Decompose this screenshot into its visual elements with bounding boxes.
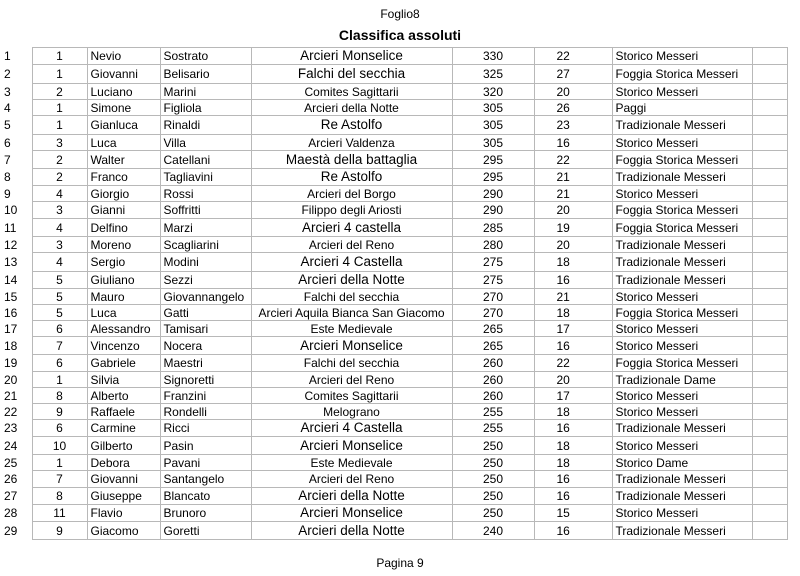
table-row bbox=[0, 151, 787, 169]
row-number: 25 bbox=[4, 455, 18, 470]
last-name-cell: Rondelli bbox=[160, 404, 251, 420]
position-cell: 4 bbox=[32, 219, 87, 237]
first-name-cell: Gianni bbox=[87, 202, 160, 219]
position-cell: 2 bbox=[32, 84, 87, 100]
category-cell: Foggia Storica Messeri bbox=[612, 202, 752, 219]
row-number: 5 bbox=[4, 118, 11, 132]
position-cell: 2 bbox=[32, 169, 87, 186]
club-cell: Falchi del secchia bbox=[251, 355, 452, 372]
score-cell: 250 bbox=[452, 455, 534, 471]
table-row bbox=[0, 65, 787, 84]
empty-cell bbox=[752, 305, 787, 321]
row-number: 19 bbox=[4, 356, 18, 370]
first-name-cell: Franco bbox=[87, 169, 160, 186]
empty-cell bbox=[752, 202, 787, 219]
empty-cell bbox=[752, 169, 787, 186]
row-number: 7 bbox=[4, 152, 11, 167]
sheet-name: Foglio8 bbox=[380, 7, 420, 21]
arrows-cell: 16 bbox=[534, 522, 612, 540]
table-row bbox=[0, 116, 787, 135]
position-cell: 4 bbox=[32, 253, 87, 272]
arrows-cell: 27 bbox=[534, 65, 612, 84]
empty-cell bbox=[752, 522, 787, 540]
arrows-cell: 22 bbox=[534, 48, 612, 65]
score-cell: 305 bbox=[452, 100, 534, 116]
row-number: 6 bbox=[4, 135, 11, 150]
position-cell: 3 bbox=[32, 202, 87, 219]
club-cell: Arcieri 4 castella bbox=[251, 219, 452, 237]
row-number: 14 bbox=[4, 273, 18, 287]
score-cell: 250 bbox=[452, 505, 534, 522]
first-name-cell: Silvia bbox=[87, 372, 160, 388]
last-name-cell: Soffritti bbox=[160, 202, 251, 219]
empty-cell bbox=[752, 237, 787, 253]
category-cell: Storico Messeri bbox=[612, 48, 752, 65]
arrows-cell: 26 bbox=[534, 100, 612, 116]
last-name-cell: Nocera bbox=[160, 337, 251, 355]
position-cell: 5 bbox=[32, 305, 87, 321]
first-name-cell: Luciano bbox=[87, 84, 160, 100]
category-cell: Tradizionale Dame bbox=[612, 372, 752, 388]
position-cell: 4 bbox=[32, 186, 87, 202]
row-number: 13 bbox=[4, 255, 18, 269]
club-cell: Arcieri Monselice bbox=[251, 437, 452, 455]
club-cell: Arcieri del Reno bbox=[251, 237, 452, 253]
row-number: 29 bbox=[4, 523, 18, 538]
row-number: 20 bbox=[4, 372, 18, 387]
first-name-cell: Raffaele bbox=[87, 404, 160, 420]
arrows-cell: 22 bbox=[534, 151, 612, 169]
position-cell: 2 bbox=[32, 151, 87, 169]
position-cell: 9 bbox=[32, 404, 87, 420]
position-cell: 10 bbox=[32, 437, 87, 455]
first-name-cell: Sergio bbox=[87, 253, 160, 272]
first-name-cell: Mauro bbox=[87, 289, 160, 305]
page-footer: Pagina 9 bbox=[376, 556, 424, 570]
first-name-cell: Gianluca bbox=[87, 116, 160, 135]
first-name-cell: Giuseppe bbox=[87, 488, 160, 505]
category-cell: Foggia Storica Messeri bbox=[612, 305, 752, 321]
empty-cell bbox=[752, 321, 787, 337]
table-row bbox=[0, 289, 787, 305]
empty-cell bbox=[752, 437, 787, 455]
score-cell: 305 bbox=[452, 135, 534, 151]
score-cell: 295 bbox=[452, 169, 534, 186]
position-cell: 1 bbox=[32, 100, 87, 116]
row-number: 23 bbox=[4, 421, 18, 435]
row-number: 26 bbox=[4, 472, 18, 486]
position-cell: 1 bbox=[32, 48, 87, 65]
arrows-cell: 16 bbox=[534, 420, 612, 437]
row-number: 11 bbox=[4, 220, 17, 235]
club-cell: Arcieri del Reno bbox=[251, 372, 452, 388]
position-cell: 1 bbox=[32, 65, 87, 84]
row-number: 12 bbox=[4, 237, 18, 252]
table-row bbox=[0, 202, 787, 219]
row-number: 1 bbox=[4, 49, 11, 63]
table-row bbox=[0, 237, 787, 253]
club-cell: Arcieri del Reno bbox=[251, 471, 452, 488]
table-row bbox=[0, 305, 787, 321]
club-cell: Arcieri della Notte bbox=[251, 100, 452, 116]
club-cell: Maestà della battaglia bbox=[251, 151, 452, 169]
empty-cell bbox=[752, 420, 787, 437]
score-cell: 250 bbox=[452, 488, 534, 505]
table-row bbox=[0, 100, 787, 116]
last-name-cell: Marzi bbox=[160, 219, 251, 237]
category-cell: Tradizionale Messeri bbox=[612, 272, 752, 289]
category-cell: Storico Messeri bbox=[612, 321, 752, 337]
row-number: 27 bbox=[4, 489, 18, 503]
score-cell: 260 bbox=[452, 372, 534, 388]
category-cell: Foggia Storica Messeri bbox=[612, 219, 752, 237]
position-cell: 3 bbox=[32, 135, 87, 151]
last-name-cell: Maestri bbox=[160, 355, 251, 372]
score-cell: 305 bbox=[452, 116, 534, 135]
score-cell: 260 bbox=[452, 388, 534, 404]
club-cell: Falchi del secchia bbox=[251, 65, 452, 84]
last-name-cell: Franzini bbox=[160, 388, 251, 404]
last-name-cell: Blancato bbox=[160, 488, 251, 505]
score-cell: 285 bbox=[452, 219, 534, 237]
club-cell: Arcieri 4 Castella bbox=[251, 253, 452, 272]
last-name-cell: Rossi bbox=[160, 186, 251, 202]
ranking-rows bbox=[0, 48, 787, 540]
table-row bbox=[0, 488, 787, 505]
arrows-cell: 17 bbox=[534, 388, 612, 404]
row-number: 22 bbox=[4, 404, 18, 419]
score-cell: 320 bbox=[452, 84, 534, 100]
page-title: Classifica assoluti bbox=[338, 27, 462, 43]
empty-cell bbox=[752, 84, 787, 100]
arrows-cell: 20 bbox=[534, 372, 612, 388]
empty-cell bbox=[752, 455, 787, 471]
club-cell: Filippo degli Ariosti bbox=[251, 202, 452, 219]
first-name-cell: Giacomo bbox=[87, 522, 160, 540]
club-cell: Arcieri Aquila Bianca San Giacomo bbox=[251, 305, 452, 321]
last-name-cell: Sezzi bbox=[160, 272, 251, 289]
empty-cell bbox=[752, 289, 787, 305]
first-name-cell: Luca bbox=[87, 135, 160, 151]
table-row bbox=[0, 455, 787, 471]
last-name-cell: Ricci bbox=[160, 420, 251, 437]
position-cell: 1 bbox=[32, 455, 87, 471]
score-cell: 270 bbox=[452, 289, 534, 305]
position-cell: 6 bbox=[32, 321, 87, 337]
first-name-cell: Carmine bbox=[87, 420, 160, 437]
empty-cell bbox=[752, 471, 787, 488]
first-name-cell: Luca bbox=[87, 305, 160, 321]
first-name-cell: Moreno bbox=[87, 237, 160, 253]
first-name-cell: Vincenzo bbox=[87, 337, 160, 355]
row-number: 21 bbox=[4, 388, 18, 403]
table-row bbox=[0, 84, 787, 100]
category-cell: Tradizionale Messeri bbox=[612, 169, 752, 186]
empty-cell bbox=[752, 505, 787, 522]
score-cell: 265 bbox=[452, 321, 534, 337]
last-name-cell: Gatti bbox=[160, 305, 251, 321]
arrows-cell: 18 bbox=[534, 305, 612, 321]
arrows-cell: 18 bbox=[534, 253, 612, 272]
category-cell: Storico Messeri bbox=[612, 437, 752, 455]
score-cell: 295 bbox=[452, 151, 534, 169]
arrows-cell: 16 bbox=[534, 337, 612, 355]
position-cell: 7 bbox=[32, 337, 87, 355]
club-cell: Arcieri Monselice bbox=[251, 505, 452, 522]
category-cell: Storico Messeri bbox=[612, 84, 752, 100]
club-cell: Comites Sagittarii bbox=[251, 84, 452, 100]
first-name-cell: Giuliano bbox=[87, 272, 160, 289]
category-cell: Tradizionale Messeri bbox=[612, 522, 752, 540]
empty-cell bbox=[752, 100, 787, 116]
score-cell: 330 bbox=[452, 48, 534, 65]
last-name-cell: Villa bbox=[160, 135, 251, 151]
empty-cell bbox=[752, 65, 787, 84]
last-name-cell: Modini bbox=[160, 253, 251, 272]
row-number: 24 bbox=[4, 438, 18, 453]
empty-cell bbox=[752, 372, 787, 388]
score-cell: 265 bbox=[452, 337, 534, 355]
first-name-cell: Debora bbox=[87, 455, 160, 471]
table-row bbox=[0, 272, 787, 289]
empty-cell bbox=[752, 388, 787, 404]
score-cell: 290 bbox=[452, 186, 534, 202]
arrows-cell: 23 bbox=[534, 116, 612, 135]
last-name-cell: Rinaldi bbox=[160, 116, 251, 135]
score-cell: 250 bbox=[452, 437, 534, 455]
category-cell: Tradizionale Messeri bbox=[612, 488, 752, 505]
arrows-cell: 19 bbox=[534, 219, 612, 237]
row-number: 3 bbox=[4, 84, 11, 99]
last-name-cell: Santangelo bbox=[160, 471, 251, 488]
position-cell: 8 bbox=[32, 488, 87, 505]
row-number: 15 bbox=[4, 289, 18, 304]
table-row bbox=[0, 505, 787, 522]
category-cell: Storico Messeri bbox=[612, 505, 752, 522]
table-row bbox=[0, 219, 787, 237]
first-name-cell: Alessandro bbox=[87, 321, 160, 337]
empty-cell bbox=[752, 116, 787, 135]
position-cell: 5 bbox=[32, 272, 87, 289]
first-name-cell: Flavio bbox=[87, 505, 160, 522]
arrows-cell: 15 bbox=[534, 505, 612, 522]
table-row bbox=[0, 420, 787, 437]
category-cell: Tradizionale Messeri bbox=[612, 253, 752, 272]
arrows-cell: 21 bbox=[534, 186, 612, 202]
row-number: 28 bbox=[4, 506, 18, 520]
last-name-cell: Belisario bbox=[160, 65, 251, 84]
arrows-cell: 21 bbox=[534, 169, 612, 186]
empty-cell bbox=[752, 488, 787, 505]
first-name-cell: Giovanni bbox=[87, 471, 160, 488]
score-cell: 270 bbox=[452, 305, 534, 321]
category-cell: Paggi bbox=[612, 100, 752, 116]
first-name-cell: Alberto bbox=[87, 388, 160, 404]
category-cell: Tradizionale Messeri bbox=[612, 420, 752, 437]
last-name-cell: Pavani bbox=[160, 455, 251, 471]
category-cell: Storico Dame bbox=[612, 455, 752, 471]
arrows-cell: 16 bbox=[534, 272, 612, 289]
row-number: 10 bbox=[4, 203, 18, 217]
arrows-cell: 18 bbox=[534, 404, 612, 420]
table-row bbox=[0, 471, 787, 488]
position-cell: 9 bbox=[32, 522, 87, 540]
first-name-cell: Giovanni bbox=[87, 65, 160, 84]
category-cell: Foggia Storica Messeri bbox=[612, 65, 752, 84]
category-cell: Foggia Storica Messeri bbox=[612, 355, 752, 372]
club-cell: Arcieri della Notte bbox=[251, 272, 452, 289]
ranking-table bbox=[0, 47, 788, 540]
score-cell: 325 bbox=[452, 65, 534, 84]
table-row bbox=[0, 437, 787, 455]
first-name-cell: Gilberto bbox=[87, 437, 160, 455]
first-name-cell: Delfino bbox=[87, 219, 160, 237]
score-cell: 260 bbox=[452, 355, 534, 372]
club-cell: Arcieri della Notte bbox=[251, 522, 452, 540]
category-cell: Foggia Storica Messeri bbox=[612, 151, 752, 169]
table-row bbox=[0, 337, 787, 355]
first-name-cell: Giorgio bbox=[87, 186, 160, 202]
table-row bbox=[0, 522, 787, 540]
row-number: 17 bbox=[4, 321, 18, 336]
first-name-cell: Simone bbox=[87, 100, 160, 116]
club-cell: Arcieri Monselice bbox=[251, 337, 452, 355]
table-row bbox=[0, 388, 787, 404]
empty-cell bbox=[752, 337, 787, 355]
table-row bbox=[0, 253, 787, 272]
empty-cell bbox=[752, 253, 787, 272]
position-cell: 5 bbox=[32, 289, 87, 305]
last-name-cell: Figliola bbox=[160, 100, 251, 116]
club-cell: Re Astolfo bbox=[251, 169, 452, 186]
category-cell: Tradizionale Messeri bbox=[612, 471, 752, 488]
last-name-cell: Tagliavini bbox=[160, 169, 251, 186]
club-cell: Este Medievale bbox=[251, 321, 452, 337]
category-cell: Storico Messeri bbox=[612, 186, 752, 202]
club-cell: Arcieri Valdenza bbox=[251, 135, 452, 151]
category-cell: Storico Messeri bbox=[612, 289, 752, 305]
club-cell: Arcieri del Borgo bbox=[251, 186, 452, 202]
last-name-cell: Brunoro bbox=[160, 505, 251, 522]
table-row bbox=[0, 404, 787, 420]
last-name-cell: Goretti bbox=[160, 522, 251, 540]
position-cell: 1 bbox=[32, 372, 87, 388]
arrows-cell: 16 bbox=[534, 471, 612, 488]
empty-cell bbox=[752, 135, 787, 151]
category-cell: Tradizionale Messeri bbox=[612, 116, 752, 135]
score-cell: 255 bbox=[452, 404, 534, 420]
row-number: 8 bbox=[4, 170, 11, 184]
first-name-cell: Gabriele bbox=[87, 355, 160, 372]
arrows-cell: 16 bbox=[534, 135, 612, 151]
table-row bbox=[0, 372, 787, 388]
position-cell: 6 bbox=[32, 420, 87, 437]
club-cell: Arcieri della Notte bbox=[251, 488, 452, 505]
position-cell: 8 bbox=[32, 388, 87, 404]
arrows-cell: 16 bbox=[534, 488, 612, 505]
last-name-cell: Catellani bbox=[160, 151, 251, 169]
table-row bbox=[0, 186, 787, 202]
empty-cell bbox=[752, 404, 787, 420]
last-name-cell: Signoretti bbox=[160, 372, 251, 388]
score-cell: 290 bbox=[452, 202, 534, 219]
table-row bbox=[0, 135, 787, 151]
row-number: 18 bbox=[4, 338, 18, 353]
arrows-cell: 21 bbox=[534, 289, 612, 305]
row-number: 4 bbox=[4, 100, 11, 115]
empty-cell bbox=[752, 355, 787, 372]
first-name-cell: Nevio bbox=[87, 48, 160, 65]
position-cell: 7 bbox=[32, 471, 87, 488]
empty-cell bbox=[752, 186, 787, 202]
row-number: 16 bbox=[4, 305, 18, 320]
position-cell: 1 bbox=[32, 116, 87, 135]
score-cell: 280 bbox=[452, 237, 534, 253]
empty-cell bbox=[752, 219, 787, 237]
score-cell: 250 bbox=[452, 471, 534, 488]
last-name-cell: Sostrato bbox=[160, 48, 251, 65]
category-cell: Storico Messeri bbox=[612, 337, 752, 355]
arrows-cell: 17 bbox=[534, 321, 612, 337]
position-cell: 11 bbox=[32, 505, 87, 522]
first-name-cell: Walter bbox=[87, 151, 160, 169]
club-cell: Arcieri Monselice bbox=[251, 48, 452, 65]
arrows-cell: 18 bbox=[534, 455, 612, 471]
club-cell: Este Medievale bbox=[251, 455, 452, 471]
club-cell: Melograno bbox=[251, 404, 452, 420]
row-number: 9 bbox=[4, 186, 11, 201]
table-row bbox=[0, 321, 787, 337]
last-name-cell: Giovannangelo bbox=[160, 289, 251, 305]
table-row bbox=[0, 169, 787, 186]
category-cell: Storico Messeri bbox=[612, 404, 752, 420]
arrows-cell: 22 bbox=[534, 355, 612, 372]
score-cell: 240 bbox=[452, 522, 534, 540]
arrows-cell: 20 bbox=[534, 202, 612, 219]
category-cell: Storico Messeri bbox=[612, 135, 752, 151]
table-row bbox=[0, 48, 787, 65]
club-cell: Falchi del secchia bbox=[251, 289, 452, 305]
position-cell: 6 bbox=[32, 355, 87, 372]
category-cell: Storico Messeri bbox=[612, 388, 752, 404]
score-cell: 255 bbox=[452, 420, 534, 437]
club-cell: Arcieri 4 Castella bbox=[251, 420, 452, 437]
category-cell: Tradizionale Messeri bbox=[612, 237, 752, 253]
last-name-cell: Pasin bbox=[160, 437, 251, 455]
table-row bbox=[0, 355, 787, 372]
empty-cell bbox=[752, 151, 787, 169]
empty-cell bbox=[752, 272, 787, 289]
row-number: 2 bbox=[4, 67, 11, 81]
score-cell: 275 bbox=[452, 272, 534, 289]
position-cell: 3 bbox=[32, 237, 87, 253]
club-cell: Re Astolfo bbox=[251, 116, 452, 135]
arrows-cell: 20 bbox=[534, 84, 612, 100]
empty-cell bbox=[752, 48, 787, 65]
arrows-cell: 20 bbox=[534, 237, 612, 253]
last-name-cell: Tamisari bbox=[160, 321, 251, 337]
score-cell: 275 bbox=[452, 253, 534, 272]
last-name-cell: Marini bbox=[160, 84, 251, 100]
last-name-cell: Scagliarini bbox=[160, 237, 251, 253]
club-cell: Comites Sagittarii bbox=[251, 388, 452, 404]
arrows-cell: 18 bbox=[534, 437, 612, 455]
